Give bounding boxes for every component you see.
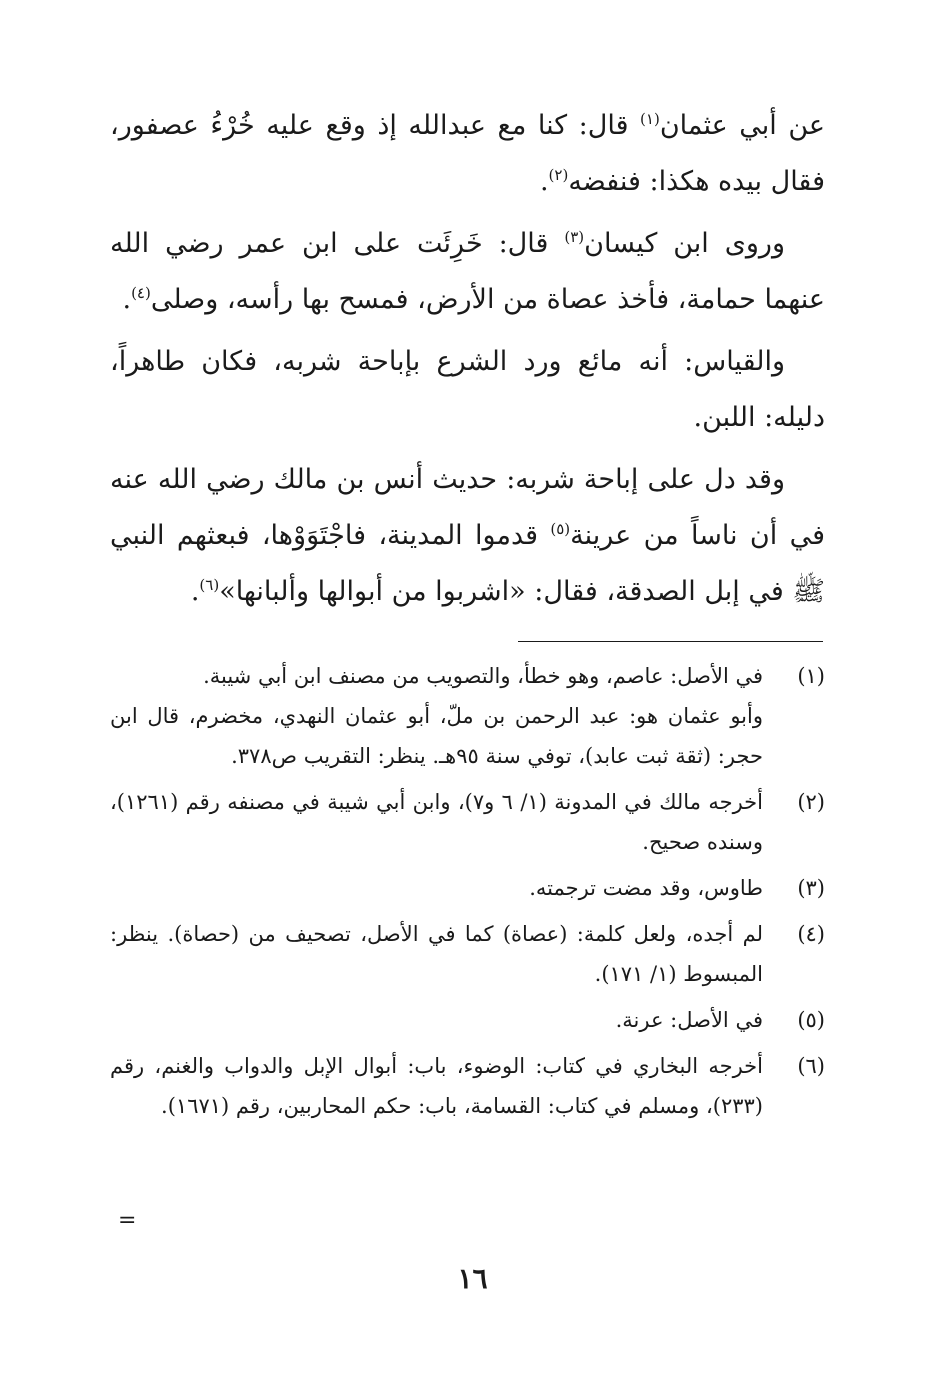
continuation-mark: = [118, 1208, 137, 1233]
footnote-2 [110, 782, 825, 862]
footnote-4 [110, 914, 825, 994]
page-number: ١٦ [457, 1262, 488, 1295]
footnote-marker[interactable]: (٢) [548, 166, 569, 184]
text-run: قال: كنا مع عبدالله إذ وقع عليه خُرْءُ عصفور، فقال بيده هكذا: فنفضه [110, 110, 825, 197]
footnote-1 [110, 656, 825, 776]
footnote-marker[interactable]: (٣) [564, 228, 585, 246]
footnote-number: (١) [797, 664, 825, 688]
footnote-line: في الأصل: عرنة. [615, 1008, 763, 1032]
footnote-number: (٢) [797, 790, 825, 814]
footnote-text [110, 782, 763, 862]
text-run: . [539, 166, 549, 197]
paragraph-3 [110, 334, 825, 446]
text-run: والقياس: أنه مائع ورد الشرع بإباحة شربه، فكان طاهراً، دليله: اللبن. [110, 346, 825, 433]
text-run: وقد دل على إباحة شربه: حديث أنس بن مالك رضي الله عنه في أن ناساً من عرينة [110, 464, 825, 551]
footnotes [110, 656, 825, 1132]
footnote-text [110, 656, 763, 776]
footnote-marker[interactable]: (٤) [131, 284, 151, 302]
footnote-number: (٥) [797, 1008, 825, 1032]
footnote-line: لم أجده، ولعل كلمة: (عصاة) كما في الأصل، تصحيف من (حصاة). ينظر: المبسوط (١/ ١٧١). [110, 922, 763, 986]
main-text [110, 98, 825, 626]
text-run: . [190, 576, 200, 607]
text-run: وروى ابن كيسان [584, 228, 785, 259]
footnote-marker[interactable]: (٦) [199, 576, 220, 594]
footnote-marker[interactable]: (٥) [550, 520, 571, 538]
footnote-line: وأبو عثمان هو: عبد الرحمن بن ملّ، أبو عثمان النهدي، مخضرم، قال ابن حجر: (ثقة ثبت عابد)، توفي سنة ٩٥هـ. ينظر: التقريب ص٣٧٨. [110, 704, 763, 768]
footnote-text [110, 868, 763, 908]
footnote-divider [518, 641, 823, 642]
footnote-text [110, 1046, 763, 1126]
footnote-text [110, 1000, 763, 1040]
footnote-line: أخرجه البخاري في كتاب: الوضوء، باب: أبوال الإبل والدواب والغنم، رقم (٢٣٣)، ومسلم في كتاب: القسامة، باب: حكم المحاربين، رقم (١٦٧١). [110, 1054, 763, 1118]
text-run: قدموا المدينة، فاجْتَوَوْها، فبعثهم النبي ﷺ في إبل الصدقة، فقال: «اشربوا من أبوالها وألبانها» [110, 520, 825, 607]
footnote-number: (٤) [797, 922, 825, 946]
footnote-line: أخرجه مالك في المدونة (١/ ٦ و٧)، وابن أبي شيبة في مصنفه رقم (١٢٦١)، وسنده صحيح. [110, 790, 763, 854]
text-run: قال: خَرِئَت على ابن عمر رضي الله عنهما حمامة، فأخذ عصاة من الأرض، فمسح بها رأسه، وصلى [110, 228, 825, 315]
text-run: . [122, 284, 132, 315]
footnote-number: (٣) [797, 876, 825, 900]
paragraph-2 [110, 216, 825, 328]
footnote-3 [110, 868, 825, 908]
paragraph-4 [110, 452, 825, 620]
text-run: عن أبي عثمان [659, 110, 825, 141]
footnote-line: في الأصل: عاصم، وهو خطأ، والتصويب من مصنف ابن أبي شيبة. [203, 664, 763, 688]
footnote-line: طاوس، وقد مضت ترجمته. [529, 876, 763, 900]
footnote-number: (٦) [797, 1054, 825, 1078]
footnote-6 [110, 1046, 825, 1126]
footnote-marker[interactable]: (١) [640, 110, 660, 128]
footnote-text [110, 914, 763, 994]
paragraph-1 [110, 98, 825, 210]
footnote-5 [110, 1000, 825, 1040]
